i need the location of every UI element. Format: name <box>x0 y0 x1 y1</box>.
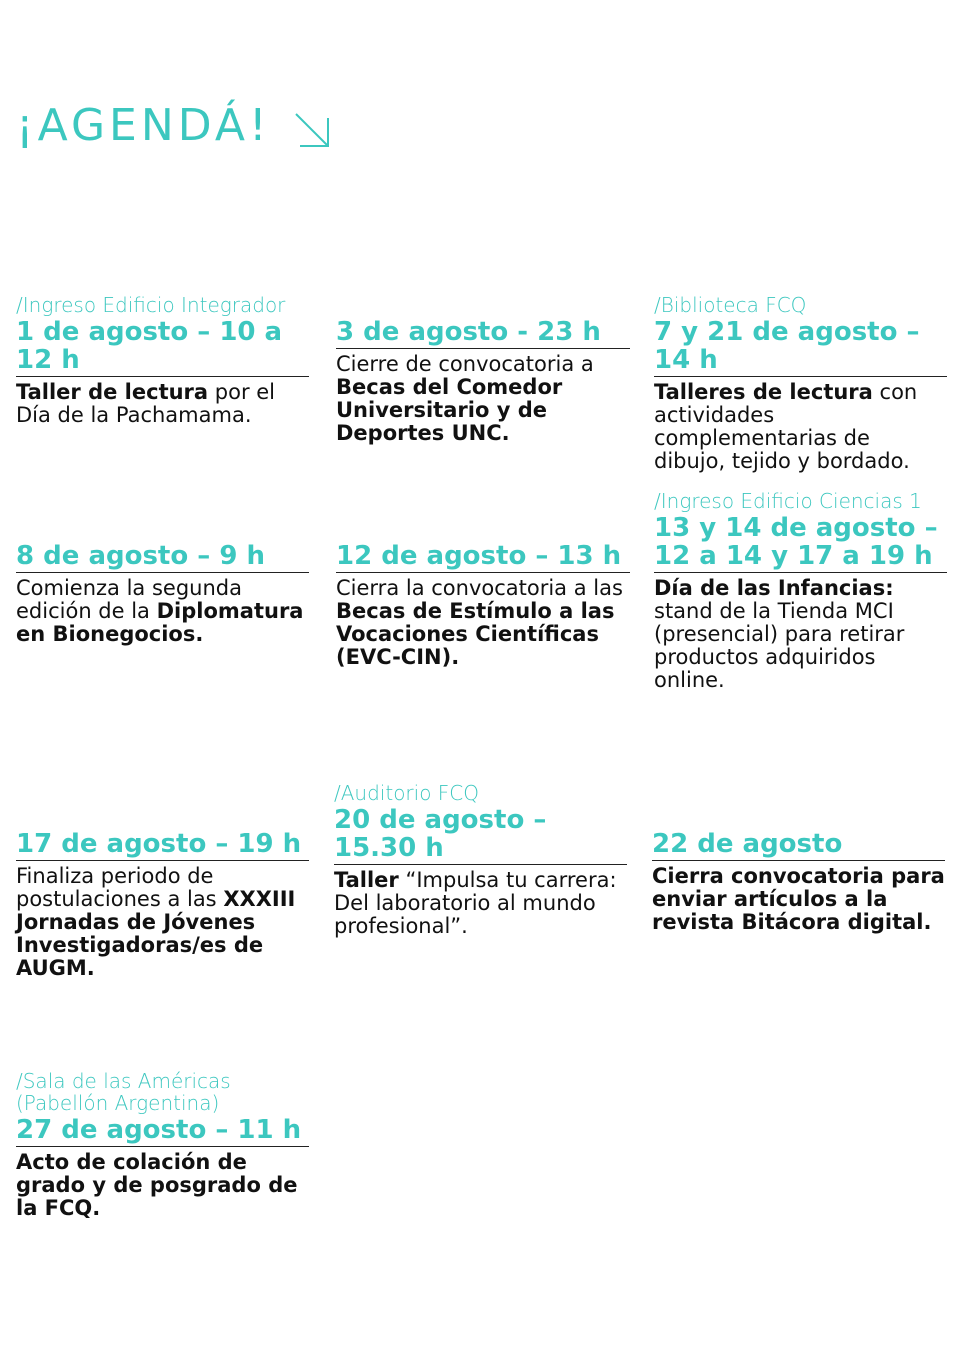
event-description <box>16 865 309 980</box>
event-description <box>16 381 309 427</box>
event-description-text: Cierre de convocatoria a <box>336 352 594 376</box>
event-description <box>334 869 627 938</box>
event-description-text: por el Día de la Pachamama. <box>16 380 276 427</box>
event-description-bold: Diplomatura en Bionegocios. <box>16 599 304 646</box>
event-description <box>16 577 309 646</box>
event-date: 27 de agosto – 11 h <box>16 1116 309 1147</box>
event-description-bold: Taller de lectura <box>16 380 209 404</box>
event-description <box>654 577 947 692</box>
event-card <box>654 294 947 473</box>
event-description-bold: Becas de Estímulo a las Vocaciones Científicas (EVC-CIN). <box>336 599 615 669</box>
event-card <box>654 490 947 692</box>
event-date: 20 de agosto – 15.30 h <box>334 806 627 865</box>
event-date: 13 y 14 de agosto – 12 a 14 y 17 a 19 h <box>654 514 947 573</box>
event-date: 22 de agosto <box>652 830 945 861</box>
event-description-bold: Día de las Infancias: <box>654 576 894 600</box>
event-description-bold: Cierra convocatoria para enviar artículos a la revista Bitácora digital. <box>652 864 945 934</box>
event-description-bold: Becas del Comedor Universitario y de Deportes UNC. <box>336 375 563 445</box>
event-date: 12 de agosto – 13 h <box>336 542 630 573</box>
event-card <box>652 830 945 934</box>
event-place: /Ingreso Edificio Integrador <box>16 293 286 317</box>
event-description-bold: Acto de colación de grado y de posgrado de la FCQ. <box>16 1150 298 1220</box>
event-card <box>336 542 630 669</box>
event-place: /Sala de las Américas (Pabellón Argentina) <box>16 1069 231 1115</box>
event-place: /Ingreso Edificio Ciencias 1 <box>654 489 922 513</box>
event-date: 7 y 21 de agosto – 14 h <box>654 318 947 377</box>
event-description-bold: XXXIII Jornadas de Jóvenes Investigadoras/es de AUGM. <box>16 887 296 980</box>
event-description-text: Comienza la segunda edición de la <box>16 576 242 623</box>
event-date: 8 de agosto – 9 h <box>16 542 309 573</box>
arrow-down-right-icon <box>292 110 332 150</box>
event-description-text: Cierra la convocatoria a las <box>336 576 623 600</box>
event-date: 17 de agosto – 19 h <box>16 830 309 861</box>
event-card <box>334 782 627 938</box>
event-description <box>16 1151 309 1220</box>
event-description <box>336 577 630 669</box>
event-place: /Biblioteca FCQ <box>654 293 807 317</box>
event-date: 3 de agosto - 23 h <box>336 318 630 349</box>
event-card <box>16 830 309 980</box>
event-card <box>16 294 309 427</box>
event-card <box>336 318 630 445</box>
event-description-text: Finaliza periodo de postulaciones a las <box>16 864 224 911</box>
event-description <box>652 865 945 934</box>
event-description <box>654 381 947 473</box>
page-title: ¡AGENDÁ! <box>16 100 271 151</box>
event-card <box>16 542 309 646</box>
event-description <box>336 353 630 445</box>
event-description-bold: Taller <box>334 868 399 892</box>
event-card <box>16 1070 309 1220</box>
event-description-text: con actividades complementarias de dibujo, tejido y bordado. <box>654 380 918 473</box>
event-description-text: stand de la Tienda MCI (presencial) para retirar productos adquiridos online. <box>654 599 905 692</box>
event-date: 1 de agosto – 10 a 12 h <box>16 318 309 377</box>
event-description-text: “Impulsa tu carrera: Del laboratorio al mundo profesional”. <box>334 868 617 938</box>
event-description-bold: Talleres de lectura <box>654 380 873 404</box>
event-place: /Auditorio FCQ <box>334 781 480 805</box>
